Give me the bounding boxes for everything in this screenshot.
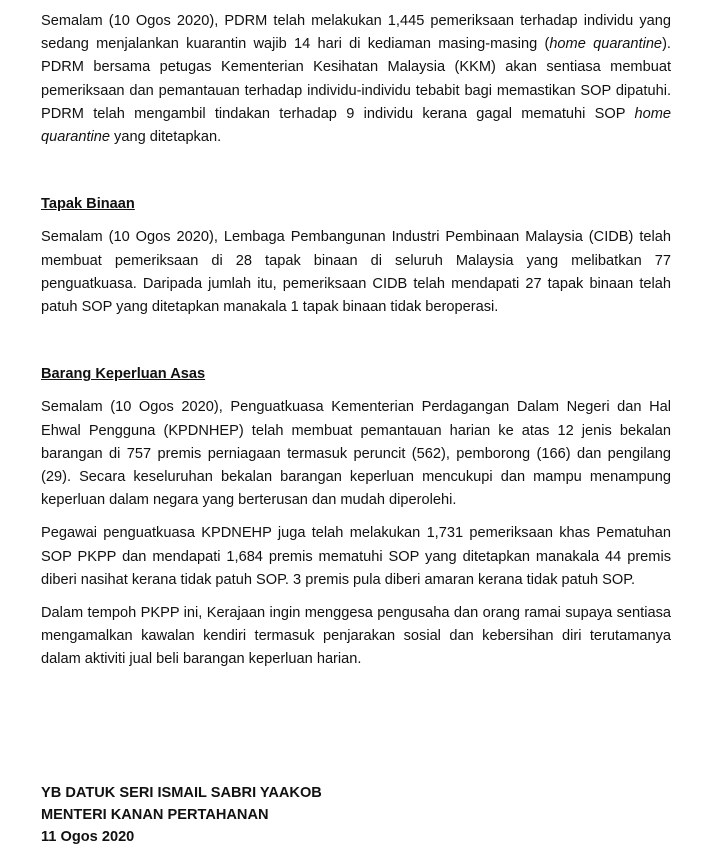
signatory-title: MENTERI KANAN PERTAHANAN: [41, 806, 269, 823]
italic-term: home quarantine: [549, 36, 663, 53]
paragraph-text: yang ditetapkan.: [109, 129, 222, 146]
paragraph-barang-gesaan: Dalam tempoh PKPP ini, Kerajaan ingin menggesa pengusaha dan orang ramai supaya sentiasa mengamalkan kawalan kendiri termasuk penjarakan sosial dan kebersihan diri terutamanya dalam aktiviti jual beli barangan keperluan harian.: [41, 605, 671, 668]
paragraph-barang-pemeriksaan: Pegawai penguatkuasa KPDNEHP juga telah melakukan 1,731 pemeriksaan khas Pematuhan SOP PKPP dan mendapati 1,684 premis mematuhi SOP yang ditetapkan manakala 44 premis diberi nasihat kerana tidak patuh SOP. 3 premis pula diberi amaran kerana tidak patuh SOP.: [41, 525, 671, 588]
paragraph-tapak-binaan: Semalam (10 Ogos 2020), Lembaga Pembangunan Industri Pembinaan Malaysia (CIDB) telah membuat pemeriksaan di 28 tapak binaan di seluruh Malaysia yang melibatkan 77 penguatkuasa. Daripada jumlah itu, pemeriksaan CIDB telah mendapati 27 tapak binaan telah patuh SOP yang ditetapkan manakala 1 tapak binaan tidak beroperasi.: [41, 229, 671, 316]
paragraph-home-quarantine: [41, 10, 671, 149]
paragraph-barang-pemantauan: Semalam (10 Ogos 2020), Penguatkuasa Kementerian Perdagangan Dalam Negeri dan Hal Ehwal Pengguna (KPDNHEP) telah membuat pemantauan harian ke atas 12 jenis bekalan barangan di 757 premis perniagaan termasuk peruncit (562), pemborong (166) dan pengilang (29). Secara keseluruhan bekalan barangan keperluan mencukupi dan mampu menampung keperluan dalam negara yang berterusan dan mudah diperolehi.: [41, 399, 671, 509]
section-heading-tapak-binaan: Tapak Binaan: [41, 196, 135, 213]
italic-term: home quarantine: [41, 105, 671, 146]
paragraph-text: Semalam (10 Ogos 2020), PDRM telah melakukan 1,445 pemeriksaan terhadap individu yang sedang menjalankan kuarantin wajib 14 hari di kediaman masing-masing (: [41, 13, 671, 53]
signature-date: 11 Ogos 2020: [41, 828, 135, 845]
paragraph-text: ). PDRM bersama petugas Kementerian Kesihatan Malaysia (KKM) akan sentiasa membuat pemeriksaan dan pemantauan terhadap individu-individu tebabit bagi memastikan SOP dipatuhi. PDRM telah mengambil tindakan terhadap 9 individu kerana gagal mematuhi SOP: [41, 36, 671, 122]
document-page: [41, 10, 671, 848]
signature-block: [41, 782, 671, 848]
signatory-name: YB DATUK SERI ISMAIL SABRI YAAKOB: [41, 784, 322, 801]
section-heading-barang-keperluan: Barang Keperluan Asas: [41, 366, 206, 383]
